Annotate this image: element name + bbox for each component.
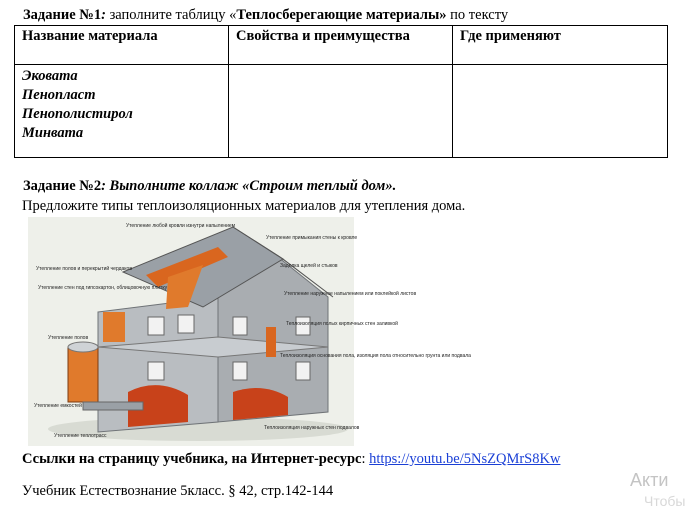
house-label: Заделка щелей и стыков <box>280 263 338 269</box>
header-usage: Где применяют <box>453 26 668 65</box>
house-label: Утепление примыкания стены к кровле <box>266 235 358 241</box>
material-item: Минвата <box>22 125 84 141</box>
task1-title: Теплосберегающие материалы» <box>236 7 447 23</box>
task2-heading <box>23 178 396 195</box>
links-line <box>22 451 560 468</box>
house-label: Утепление стен под гипсокартон, облицовочную плитку <box>38 285 168 291</box>
materials-table <box>14 25 668 158</box>
table-row <box>15 65 668 158</box>
material-item: Пенопласт <box>22 87 96 103</box>
house-label: Теплоизоляция основания пола, изоляция пола относительно грунта или подвала <box>280 353 471 359</box>
house-label: Утепление любой кровли изнутри напылением <box>126 223 236 229</box>
house-label: Утепление полов <box>48 335 89 341</box>
task2-number: Задание №2 <box>23 178 102 194</box>
window <box>233 362 247 380</box>
tank <box>68 347 98 402</box>
house-label: Утепление наружное напылением или поклейкой листов <box>284 291 417 297</box>
house-label: Утепление теплотрасс <box>54 433 107 439</box>
activation-watermark: Акти <box>630 470 669 490</box>
window <box>148 362 164 380</box>
activation-watermark-sub: Чтобы <box>644 493 685 509</box>
task1-colon: : <box>101 7 106 23</box>
header-properties: Свойства и преимущества <box>229 26 453 65</box>
header-material-name: Название материала <box>15 26 229 65</box>
youtube-link[interactable]: https://youtu.be/5NsZQMrS8Kw <box>369 451 561 467</box>
heating-pipe <box>83 402 143 410</box>
material-list-cell[interactable] <box>15 65 229 158</box>
wall-insulation-front <box>266 327 276 357</box>
house-insulation-illustration <box>28 217 471 446</box>
task2-title: : Выполните коллаж «Строим теплый дом». <box>101 178 397 194</box>
properties-cell[interactable] <box>229 65 453 158</box>
task1-suffix: по тексту <box>446 7 509 23</box>
window <box>178 315 194 333</box>
links-colon: : <box>361 451 370 467</box>
foundation-insulation <box>233 388 288 420</box>
window <box>296 362 310 380</box>
material-item: Эковата <box>22 68 78 84</box>
window <box>148 317 164 335</box>
material-item: Пенополистирол <box>22 106 133 122</box>
house-label: Утепление емкостей <box>34 403 82 409</box>
task1-heading <box>23 7 508 24</box>
window <box>233 317 247 335</box>
house-label: Теплоизоляция наружных стен подвалов <box>264 425 360 431</box>
links-label: Ссылки на страницу учебника, на Интернет-ресурс <box>22 451 362 467</box>
tank-top <box>68 342 98 352</box>
usage-cell[interactable] <box>453 65 668 158</box>
wall-insulation-left <box>103 312 125 342</box>
house-label: Теплоизоляция полых кирпичных стен заливкой <box>286 321 398 327</box>
house-label: Утепление полов и перекрытий чердаков <box>36 266 132 272</box>
task1-text: заполните таблицу « <box>105 7 237 23</box>
task1-number: Задание №1 <box>23 7 102 23</box>
textbook-reference: Учебник Естествознание 5класс. § 42, стр.142-144 <box>22 483 334 499</box>
table-header-row <box>15 26 668 65</box>
task2-instruction: Предложите типы теплоизоляционных материалов для утепления дома. <box>22 198 466 214</box>
